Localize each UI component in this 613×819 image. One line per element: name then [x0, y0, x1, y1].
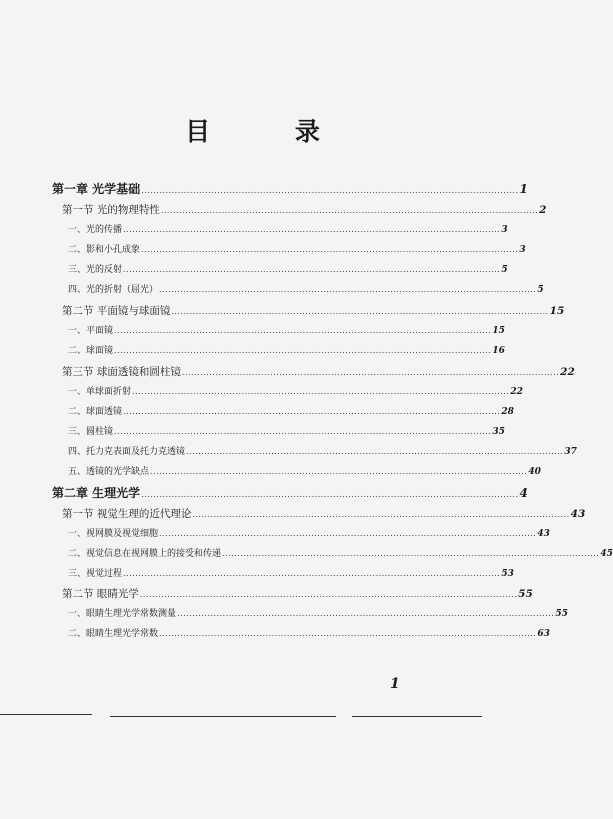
toc-leader: ............................................................................................................................: [139, 590, 518, 599]
toc-entry-title: 四、光的折射（屈光）: [68, 285, 159, 295]
toc-entry-page: 35: [492, 427, 505, 437]
toc-entry-page: 15: [549, 305, 565, 317]
toc-leader: ............................................................................................................................: [114, 326, 492, 335]
toc-entry: [68, 606, 568, 619]
toc-leader: ............................................................................................................................: [141, 490, 519, 499]
toc-entry-title: 二、眼睛生理光学常数: [68, 629, 159, 639]
toc-entry: [68, 282, 544, 295]
toc-entry-title: 第一章 光学基础: [52, 182, 141, 196]
toc-leader: ............................................................................................................................: [141, 245, 519, 254]
toc-entry-page: 63: [537, 629, 550, 639]
toc-entry: [62, 586, 533, 601]
toc-entry-title: 第一节 视觉生理的近代理论: [62, 508, 192, 520]
toc-entry: [68, 323, 505, 336]
toc-leader: ............................................................................................................................: [222, 549, 600, 558]
toc-leader: ............................................................................................................................: [159, 285, 537, 294]
toc-entry-title: 第二节 眼睛光学: [62, 588, 139, 600]
toc-entry-page: 43: [537, 529, 550, 539]
page-title: 目 录: [185, 117, 358, 146]
toc-entry: [68, 262, 508, 275]
toc-entry: [68, 566, 514, 579]
toc-entry: [68, 424, 505, 437]
toc-entry: [68, 546, 613, 559]
toc-leader: ............................................................................................................................: [114, 427, 492, 436]
toc-entry-page: 55: [555, 609, 568, 619]
toc-entry-title: 一、光的传播: [68, 225, 123, 235]
toc-entry: [68, 464, 541, 477]
toc-entry-title: 一、视网膜及视觉细胞: [68, 529, 159, 539]
divider: [110, 716, 336, 717]
toc-entry: [62, 364, 575, 379]
toc-leader: ............................................................................................................................: [160, 206, 539, 215]
toc-leader: ............................................................................................................................: [159, 629, 537, 638]
toc-entry-page: 3: [501, 225, 508, 235]
toc-entry-title: 第三节 球面透镜和圆柱镜: [62, 366, 181, 378]
toc-entry-title: 一、平面镜: [68, 326, 114, 336]
toc-entry-page: 16: [492, 346, 505, 356]
toc-entry-page: 1: [519, 182, 528, 196]
toc-entry: [68, 222, 508, 235]
toc-entry-page: 28: [501, 407, 514, 417]
toc-entry: [68, 404, 514, 417]
toc-entry-title: 一、单球面折射: [68, 387, 132, 397]
toc-leader: ............................................................................................................................: [150, 467, 528, 476]
toc-entry-title: 二、影和小孔成象: [68, 245, 141, 255]
toc-entry-title: 三、视觉过程: [68, 569, 123, 579]
toc-leader: ............................................................................................................................: [123, 569, 501, 578]
toc-entry-title: 三、光的反射: [68, 265, 123, 275]
toc-leader: ............................................................................................................................: [114, 346, 492, 355]
toc-entry: [68, 343, 505, 356]
toc-entry: [68, 242, 526, 255]
toc-entry-page: 15: [492, 326, 505, 336]
toc-entry-title: 四、托力克表面及托力克透镜: [68, 447, 186, 457]
toc-entry-page: 43: [570, 508, 586, 520]
toc-entry-title: 第二节 平面镜与球面镜: [62, 305, 171, 317]
toc-entry-page: 5: [537, 285, 544, 295]
toc-entry-page: 37: [564, 447, 577, 457]
toc-leader: ............................................................................................................................: [192, 510, 570, 519]
toc-entry: [68, 526, 550, 539]
toc-leader: ............................................................................................................................: [123, 225, 501, 234]
toc-entry-page: 2: [539, 204, 547, 216]
toc-entry-title: 二、球面镜: [68, 346, 114, 356]
toc-leader: ............................................................................................................................: [132, 387, 510, 396]
toc-leader: ............................................................................................................................: [186, 447, 564, 456]
toc-entry-title: 二、视觉信息在视网膜上的接受和传递: [68, 549, 222, 559]
toc-leader: ............................................................................................................................: [123, 265, 501, 274]
toc-entry-page: 45: [600, 549, 613, 559]
toc-leader: ............................................................................................................................: [141, 186, 519, 195]
toc-entry-title: 第二章 生理光学: [52, 486, 141, 500]
toc-entry-page: 4: [519, 486, 528, 500]
toc-entry-title: 五、透镜的光学缺点: [68, 467, 150, 477]
toc-entry: [68, 444, 577, 457]
toc-entry-page: 55: [518, 588, 533, 600]
toc-entry-page: 22: [560, 366, 575, 378]
toc-entry-title: 第一节 光的物理特性: [62, 204, 160, 216]
page-number: 1: [390, 676, 400, 692]
toc-entry-page: 5: [501, 265, 508, 275]
toc-entry: [62, 202, 547, 217]
divider: [0, 714, 92, 715]
toc-leader: ............................................................................................................................: [181, 368, 560, 377]
toc-entry: [62, 303, 565, 318]
toc-entry-title: 一、眼睛生理光学常数测量: [68, 609, 177, 619]
toc-entry: [62, 506, 586, 521]
toc-entry: [68, 626, 550, 639]
toc-entry-title: 二、球面透镜: [68, 407, 123, 417]
divider: [352, 716, 482, 717]
toc-leader: ............................................................................................................................: [177, 609, 555, 618]
toc-leader: ............................................................................................................................: [159, 529, 537, 538]
toc-entry-page: 3: [519, 245, 526, 255]
toc-leader: ............................................................................................................................: [171, 307, 549, 316]
toc-leader: ............................................................................................................................: [123, 407, 501, 416]
toc-entry-page: 53: [501, 569, 514, 579]
toc-entry-page: 40: [528, 467, 541, 477]
toc-entry-page: 22: [510, 387, 523, 397]
toc-entry: [52, 484, 528, 501]
toc-entry: [68, 384, 523, 397]
toc-entry: [52, 180, 528, 197]
toc-entry-title: 三、圆柱镜: [68, 427, 114, 437]
